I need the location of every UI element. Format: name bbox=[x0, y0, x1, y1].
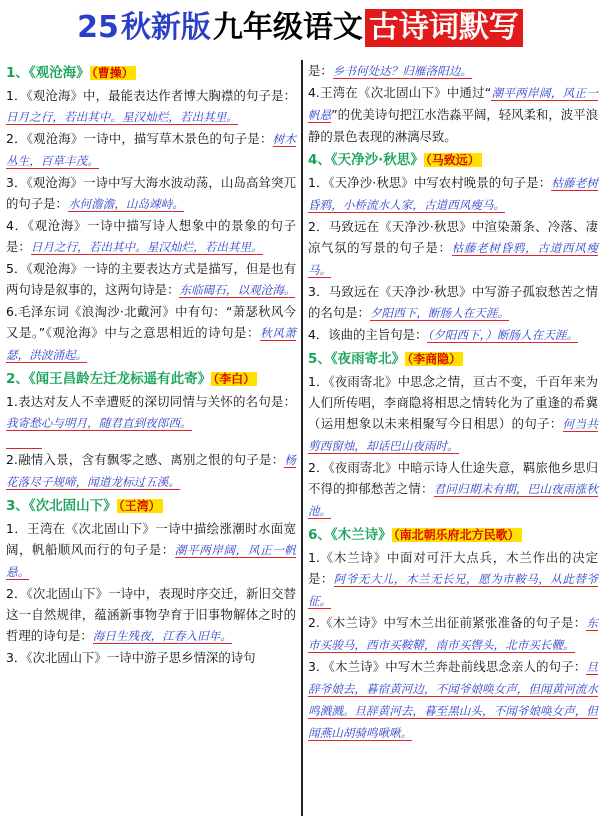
section-author: （马致远） bbox=[425, 153, 480, 167]
question-item: 4．该曲的主旨句是：（夕阳西下，）断肠人在天涯。 bbox=[308, 327, 579, 342]
answer-underline bbox=[6, 434, 42, 449]
answer-text: 夕阳西下，断肠人在天涯。 bbox=[369, 306, 510, 320]
answer-text: 何当共剪西窗烛，却话巴山夜雨时。 bbox=[308, 417, 598, 453]
section-author: （南北朝乐府北方民歌） bbox=[393, 528, 520, 542]
answer-text: 海日生残夜，江春入旧年。 bbox=[92, 629, 232, 643]
title-season: 秋新版 bbox=[120, 10, 211, 45]
answer-text: 日月之行，若出其中。星汉灿烂，若出其里。 bbox=[6, 110, 238, 124]
question-item: 5．《观沧海》一诗的主要表达方式是描写，但是也有两句诗是叙事的，这两句诗是：东临碣石，以观沧海。 bbox=[6, 261, 296, 297]
section-author: （李商隐） bbox=[407, 352, 462, 366]
answer-text: 旦辞爷娘去，暮宿黄河边，不闻爷娘唤女声，但闻黄河流水鸣溅溅。旦辞黄河去，暮至黑山头，不闻爷娘唤女声，但闻燕山胡骑鸣啾啾。 bbox=[308, 660, 598, 740]
section-title: 1、《观沧海》 （曹操） bbox=[6, 65, 134, 81]
answer-text: （夕阳西下，）断肠人在天涯。 bbox=[427, 328, 579, 342]
answer-text: 枯藤老树昏鸦，古道西风瘦马。 bbox=[308, 241, 598, 277]
section-author: （曹操） bbox=[91, 66, 134, 80]
question-item: 2.融情入景，含有飘零之感、离别之恨的句子是：杨花落尽子规啼，闻道龙标过五溪。 bbox=[6, 452, 296, 489]
page-header bbox=[0, 0, 600, 56]
left-column bbox=[6, 60, 296, 668]
right-column bbox=[308, 60, 598, 744]
section-title: 4、《天净沙·秋思》 （马致远） bbox=[308, 152, 480, 168]
question-item: 1．《夜雨寄北》中思念之情，亘古不变，千百年来为人们所传唱，李商隐将相思之情转化为了重逢的希冀（运用想象以未来相聚写今日相思）的句子：何当共剪西窗烛，却话巴山夜雨时。 bbox=[308, 374, 598, 453]
question-item: 2．《观沧海》一诗中，描写草木景色的句子是：树木丛生，百草丰茂。 bbox=[6, 131, 296, 168]
answer-text: 水何澹澹，山岛竦峙。 bbox=[67, 197, 184, 211]
answer-text: 阿爷无大儿，木兰无长兄，愿为市鞍马，从此替爷征。 bbox=[308, 572, 598, 608]
question-item: 是：乡书何处达？归雁洛阳边。 bbox=[308, 63, 472, 78]
section-author: （王湾） bbox=[118, 499, 161, 513]
answer-text: 杨花落尽子规啼，闻道龙标过五溪。 bbox=[6, 453, 296, 489]
question-item: 2．《次北固山下》一诗中，表现时序交迁，新旧交替这一自然规律，蕴涵新事物孕育于旧事物解体之时的哲理的诗句是：海日生残夜，江春入旧年。 bbox=[6, 586, 296, 643]
title-number: 25 bbox=[77, 10, 119, 45]
question-item: 4．《观沧海》一诗中描写诗人想象中的景象的句子是：日月之行，若出其中。星汉灿烂，若出其里。 bbox=[6, 218, 296, 254]
question-item: 3．马致远在《天净沙·秋思》中写游子孤寂愁苦之情的名句是：夕阳西下，断肠人在天涯。 bbox=[308, 284, 598, 320]
section-title: 3、《次北固山下》 （王湾） bbox=[6, 498, 161, 514]
section-title: 2、《闻王昌龄左迁龙标遥有此寄》 （李白） bbox=[6, 371, 256, 387]
answer-text: 东市买骏马，西市买鞍鞯，南市买辔头，北市买长鞭。 bbox=[308, 616, 598, 652]
answer-text: 君问归期未有期，巴山夜雨涨秋池。 bbox=[308, 482, 598, 518]
question-item: 2．《夜雨寄北》中暗示诗人仕途失意，羁旅他乡思归不得的抑郁愁苦之情：君问归期未有期，巴山夜雨涨秋池。 bbox=[308, 460, 598, 518]
answer-text: 乡书何处达？归雁洛阳边。 bbox=[332, 64, 472, 78]
column-divider bbox=[301, 60, 303, 816]
answer-text: 枯藤老树昏鸦，小桥流水人家，古道西风瘦马。 bbox=[308, 176, 598, 212]
section-title: 6、《木兰诗》 （南北朝乐府北方民歌） bbox=[308, 527, 520, 543]
answer-text: 潮平两岸阔，风正一帆悬。 bbox=[6, 543, 296, 579]
answer-text: 潮平两岸阔，风正一帆悬 bbox=[308, 86, 598, 122]
question-item: 4.王湾在《次北固山下》中通过“潮平两岸阔，风正一帆悬”的优美诗句把江水浩淼平阔，轻风柔和，波平浪静的景色表现的淋漓尽致。 bbox=[308, 85, 598, 144]
question-item: 1．王湾在《次北固山下》一诗中描绘涨潮时水面宽阔，帆船顺风而行的句子是：潮平两岸阔，风正一帆悬。 bbox=[6, 521, 296, 579]
section-title: 5、《夜雨寄北》 （李商隐） bbox=[308, 351, 462, 367]
answer-text: 树木丛生，百草丰茂。 bbox=[6, 132, 296, 168]
question-item: 3．《观沧海》一诗中写大海水波动荡，山岛高耸突兀的句子是：水何澹澹，山岛竦峙。 bbox=[6, 175, 296, 211]
section-author: （李白） bbox=[213, 372, 256, 386]
answer-text: 秋风萧瑟，洪波涌起。 bbox=[6, 326, 296, 362]
question-item: 2.《木兰诗》中写木兰出征前紧张准备的句子是：东市买骏马，西市买鞍鞯，南市买辔头，北市买长鞭。 bbox=[308, 615, 598, 652]
question-item: 1．《观沧海》中，最能表达作者博大胸襟的句子是：日月之行，若出其中。星汉灿烂，若出其里。 bbox=[6, 88, 296, 124]
answer-text: 我寄愁心与明月，随君直到夜郎西。 bbox=[6, 416, 192, 430]
title-grade: 九年级语文 bbox=[212, 10, 363, 45]
question-item: 1.《木兰诗》中面对可汗大点兵，木兰作出的决定是：阿爷无大儿，木兰无长兄，愿为市鞍马，从此替爷征。 bbox=[308, 550, 598, 608]
question-item: 3．《木兰诗》中写木兰奔赴前线思念亲人的句子：旦辞爷娘去，暮宿黄河边，不闻爷娘唤女声，但闻黄河流水鸣溅溅。旦辞黄河去，暮至黑山头，不闻爷娘唤女声，但闻燕山胡骑鸣啾啾。 bbox=[308, 659, 598, 740]
answer-text: 东临碣石，以观沧海。 bbox=[179, 283, 296, 297]
question-item: 2．马致远在《天净沙·秋思》中渲染萧条、冷落、凄凉气氛的写景的句子是：枯藤老树昏鸦，古道西风瘦马。 bbox=[308, 219, 598, 277]
question-item: 1．《天净沙·秋思》中写农村晚景的句子是：枯藤老树昏鸦，小桥流水人家，古道西风瘦马。 bbox=[308, 175, 598, 212]
answer-text: 日月之行，若出其中。星汉灿烂，若出其里。 bbox=[30, 240, 263, 254]
question-item: 6.毛泽东词《浪淘沙·北戴河》中有句：“萧瑟秋风今又是。”《观沧海》中与之意思相近的诗句是：秋风萧瑟，洪波涌起。 bbox=[6, 304, 296, 362]
title-topic: 古诗词默写 bbox=[365, 9, 523, 47]
question-item: 1.表达对友人不幸遭贬的深切同情与关怀的名句是：我寄愁心与明月，随君直到夜郎西。 bbox=[6, 391, 296, 449]
question-item: 3．《次北固山下》一诗中游子思乡情深的诗句 bbox=[6, 650, 256, 665]
content-columns bbox=[0, 60, 600, 816]
